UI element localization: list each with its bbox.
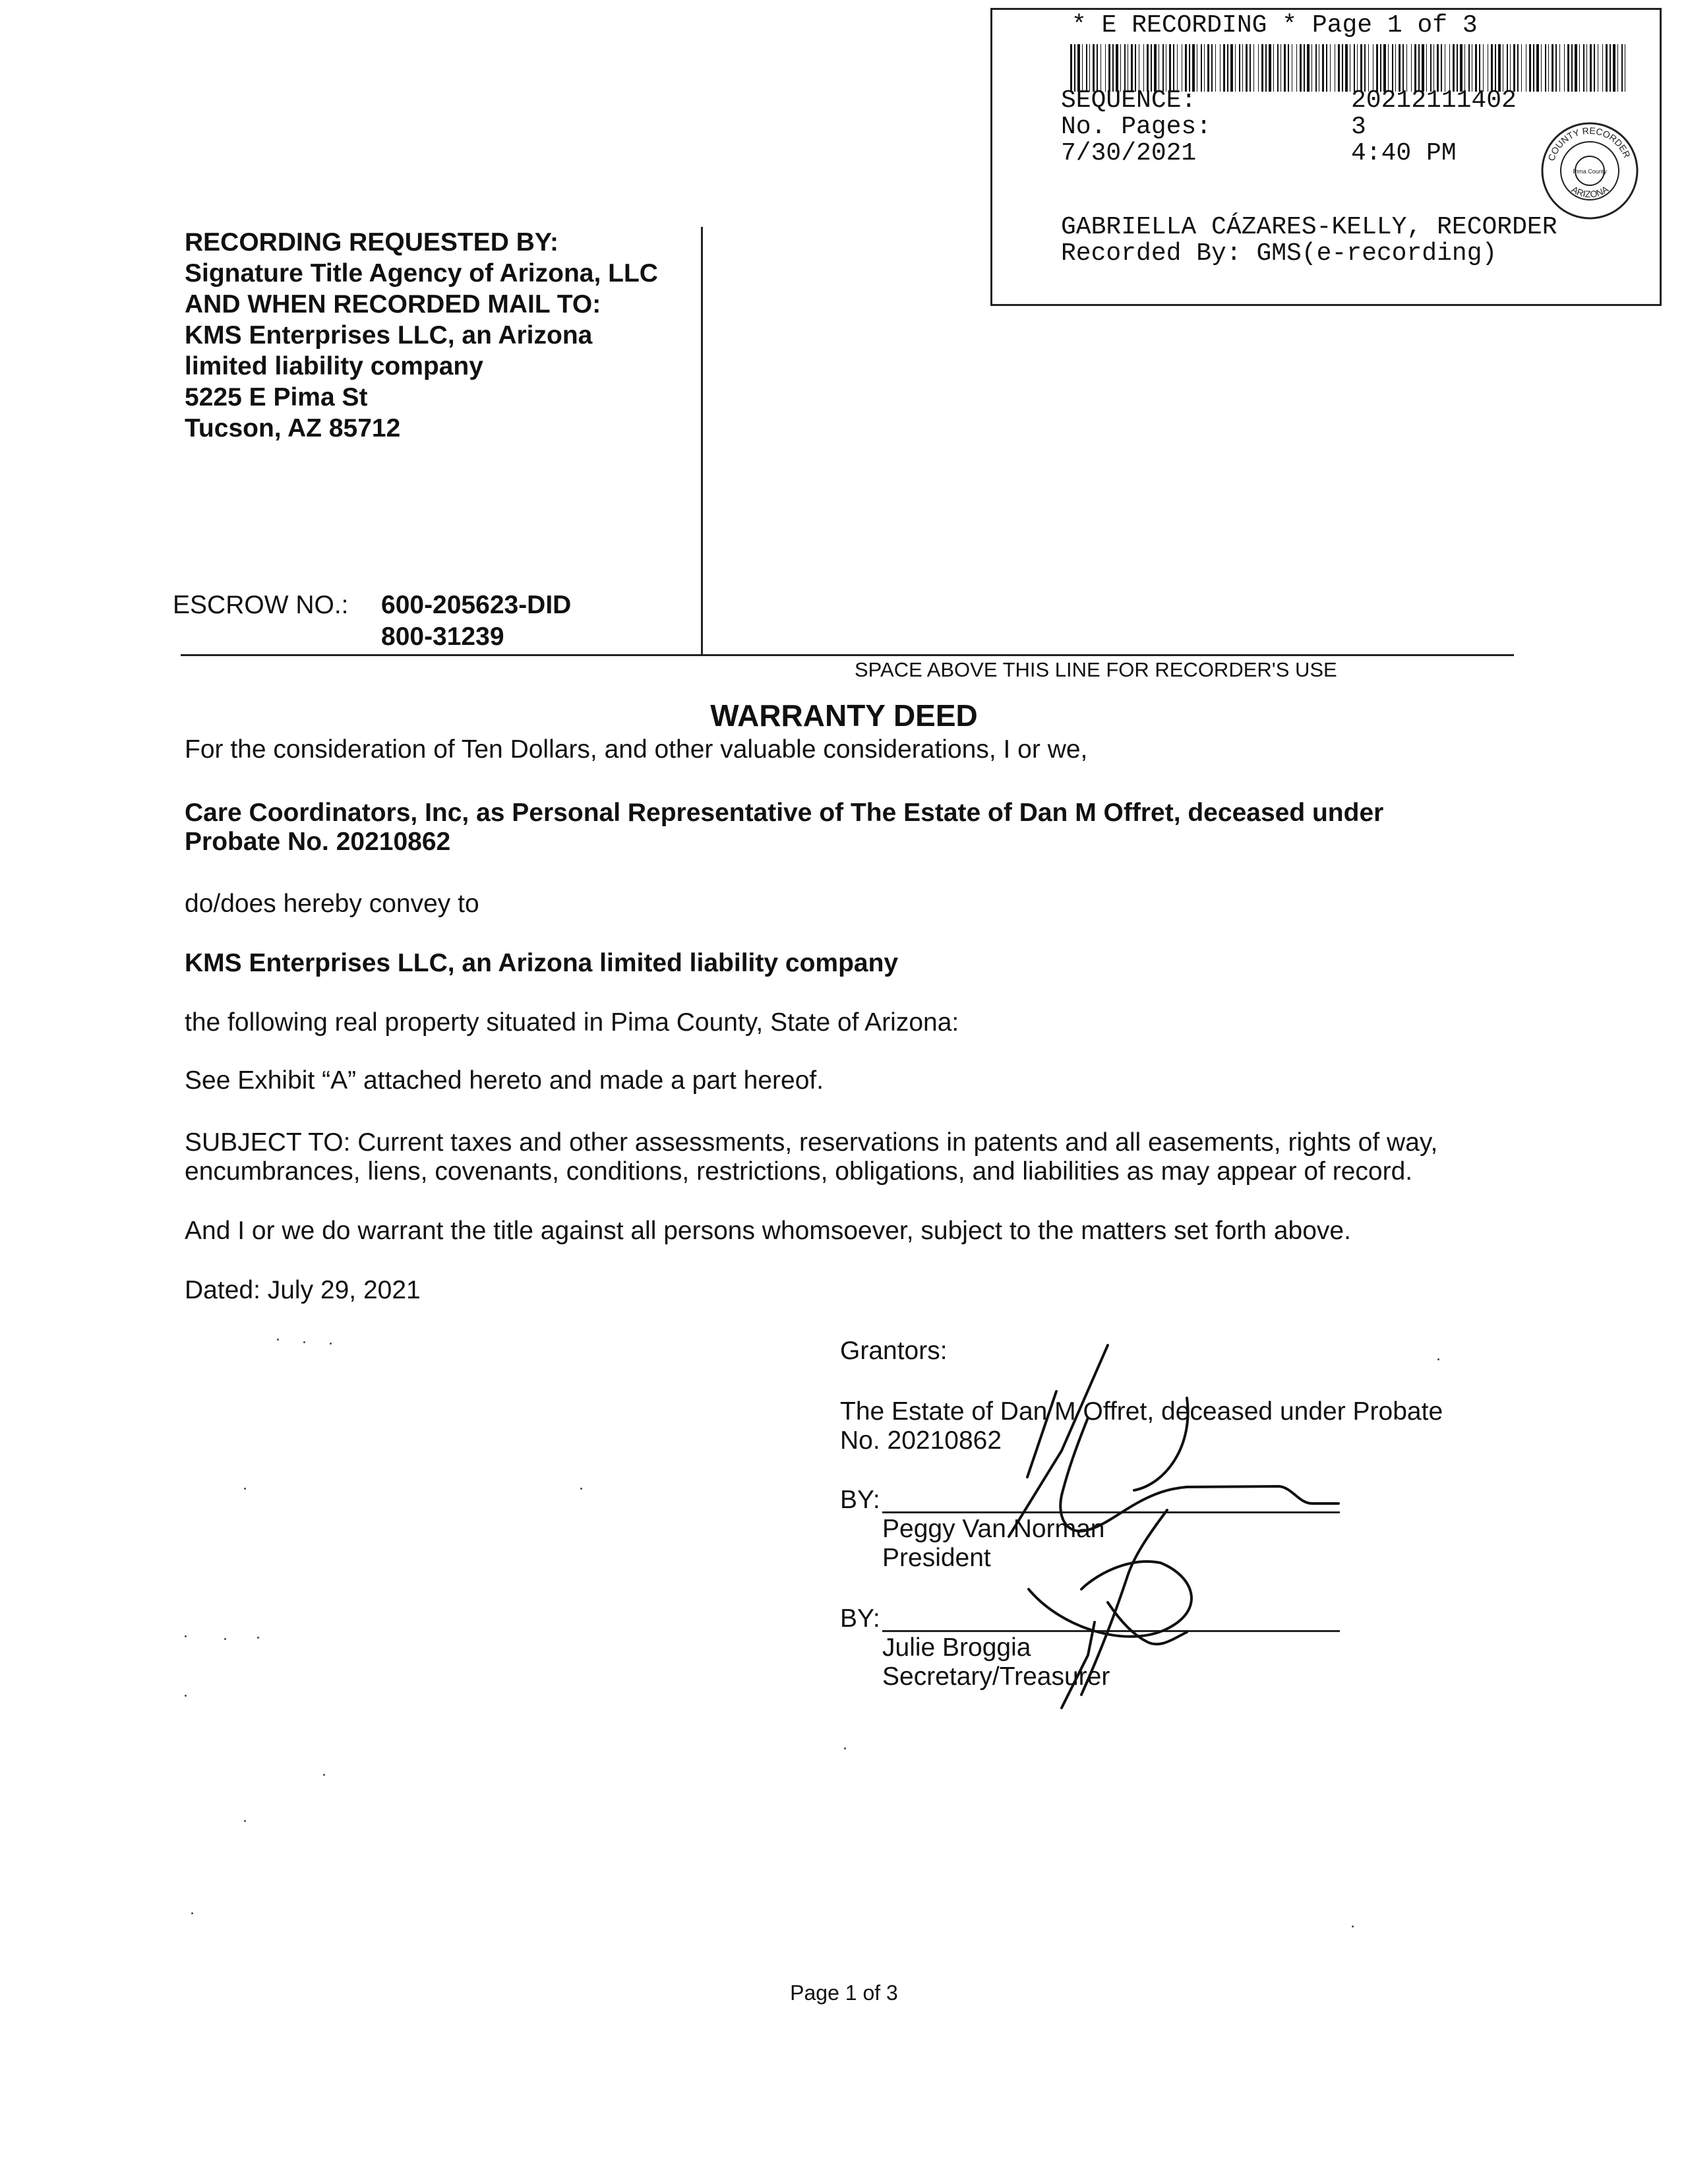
estate-line-2: No. 20210862 <box>840 1426 1002 1455</box>
barcode-bar <box>1449 44 1450 92</box>
barcode-bar <box>1564 44 1565 92</box>
vertical-divider <box>701 227 703 654</box>
property-text: the following real property situated in Pima County, State of Arizona: <box>185 1008 959 1037</box>
barcode-bar <box>1510 44 1511 92</box>
barcode-bar <box>1368 44 1369 92</box>
barcode-bar <box>1376 44 1378 92</box>
recording-line: Signature Title Agency of Arizona, LLC <box>185 259 658 288</box>
handwritten-signature <box>910 1339 1372 1721</box>
seal-text-bottom: ARIZONA <box>1569 183 1611 200</box>
barcode-bar <box>1330 44 1331 92</box>
barcode-bar <box>1468 44 1470 92</box>
space-above-note: SPACE ABOVE THIS LINE FOR RECORDER'S USE <box>855 658 1337 681</box>
consideration-text: For the consideration of Ten Dollars, and other valuable considerations, I or we, <box>185 735 1088 764</box>
barcode-bar <box>1074 44 1075 92</box>
barcode-bar <box>1555 44 1557 92</box>
barcode-bar <box>1265 44 1267 92</box>
escrow-label: ESCROW NO.: <box>173 591 349 619</box>
county-seal-icon <box>1540 121 1640 221</box>
recording-line: AND WHEN RECORDED MAIL TO: <box>185 290 601 318</box>
barcode-bar <box>1112 44 1114 92</box>
barcode-bar <box>1602 44 1603 92</box>
barcode-bar <box>1392 44 1393 92</box>
subject-to-line-2: encumbrances, liens, covenants, conditions, restrictions, obligations, and liabilities as may appear of record. <box>185 1157 1413 1186</box>
barcode-bar <box>1304 44 1305 92</box>
speck <box>844 1747 846 1749</box>
pages-label: No. Pages: <box>1061 113 1212 141</box>
seal-text-top: COUNTY RECORDER <box>1546 125 1633 163</box>
barcode-bar <box>1430 44 1432 92</box>
recording-line: KMS Enterprises LLC, an Arizona <box>185 321 593 349</box>
barcode-bar <box>1491 44 1493 92</box>
speck <box>224 1638 226 1640</box>
barcode-bar <box>1177 44 1178 92</box>
barcode-bar <box>1169 44 1171 92</box>
barcode-bar <box>1235 44 1236 92</box>
barcode-bar <box>1414 44 1416 92</box>
sequence-value: 20212111402 <box>1351 86 1517 115</box>
barcode-bar <box>1131 44 1133 92</box>
barcode-bar <box>1345 44 1348 92</box>
barcode-bar <box>1077 44 1080 92</box>
barcode-bar <box>1300 44 1302 92</box>
barcode-bar <box>1457 44 1458 92</box>
barcode-bar <box>1100 44 1101 92</box>
barcode-bar <box>1173 44 1174 92</box>
warrant-text: And I or we do warrant the title against all persons whomsoever, subject to the matters set forth above. <box>185 1217 1351 1245</box>
barcode-bar <box>1513 44 1515 92</box>
speck <box>580 1488 582 1490</box>
barcode-bar <box>1296 44 1297 92</box>
signer-1-name: Peggy Van Norman <box>882 1515 1105 1543</box>
barcode-bar <box>1284 44 1286 92</box>
barcode-bar <box>1093 44 1095 92</box>
barcode-bar <box>1124 44 1126 92</box>
recorded-by: Recorded By: GMS(e-recording) <box>1061 239 1497 268</box>
speck <box>244 1488 246 1490</box>
barcode-bar <box>1498 44 1501 92</box>
speck <box>191 1912 193 1914</box>
barcode-bar <box>1418 44 1420 92</box>
barcode-bar <box>1242 44 1243 92</box>
barcode-bar <box>1246 44 1248 92</box>
barcode-bar <box>1590 44 1592 92</box>
exhibit-text: See Exhibit “A” attached hereto and made a part hereof. <box>185 1066 824 1095</box>
barcode-bar <box>1610 44 1611 92</box>
barcode-bar <box>1406 44 1407 92</box>
speck <box>185 1695 187 1697</box>
barcode-bar <box>1116 44 1118 92</box>
barcode-bar <box>1105 44 1106 92</box>
barcode-bar <box>1483 44 1484 92</box>
barcode-bar <box>1495 44 1496 92</box>
convey-text: do/does hereby convey to <box>185 890 479 918</box>
barcode-bar <box>1354 44 1355 92</box>
dated-text: Dated: July 29, 2021 <box>185 1276 421 1304</box>
barcode-bar <box>1311 44 1312 92</box>
barcode-bar <box>1135 44 1136 92</box>
barcode-bar <box>1143 44 1144 92</box>
barcode-bar <box>1082 44 1083 92</box>
barcode-bar <box>1227 44 1228 92</box>
barcode-bar <box>1253 44 1254 92</box>
barcode-bar <box>1383 44 1386 92</box>
stamp-header: * E RECORDING * Page 1 of 3 <box>1071 11 1478 40</box>
barcode-bar <box>1258 44 1259 92</box>
barcode-bar <box>1326 44 1327 92</box>
recording-requested-block <box>185 227 658 444</box>
barcode-bar <box>1583 44 1584 92</box>
barcode-bar <box>1201 44 1202 92</box>
recorded-time: 4:40 PM <box>1351 139 1457 167</box>
barcode-bar <box>1223 44 1225 92</box>
barcode-bar <box>1220 44 1221 92</box>
grantors-label: Grantors: <box>840 1337 948 1365</box>
barcode-bar <box>1230 44 1233 92</box>
speck <box>244 1820 246 1822</box>
barcode-bar <box>1261 44 1263 92</box>
barcode-bar <box>1521 44 1522 92</box>
barcode-bar <box>1322 44 1324 92</box>
speck <box>1437 1358 1439 1360</box>
deed-title: WARRANTY DEED <box>710 698 978 733</box>
escrow-number-2: 800-31239 <box>381 622 504 651</box>
barcode-bar <box>1517 44 1519 92</box>
barcode-bar <box>1441 44 1442 92</box>
subject-to-line-1: SUBJECT TO: Current taxes and other assessments, reservations in patents and all easements, rights of way, <box>185 1128 1438 1157</box>
barcode-bar <box>1189 44 1190 92</box>
barcode-bar <box>1475 44 1477 92</box>
barcode-bar <box>1426 44 1427 92</box>
page-number: Page 1 of 3 <box>790 1981 898 2005</box>
barcode-bar <box>1089 44 1090 92</box>
speck <box>257 1637 259 1639</box>
barcode-bar <box>1070 44 1072 92</box>
barcode-bar <box>1192 44 1195 92</box>
barcode-bar <box>1207 44 1209 92</box>
barcode-bar <box>1154 44 1157 92</box>
barcode-bar <box>1360 44 1362 92</box>
speck <box>1352 1926 1354 1927</box>
barcode-bar <box>1460 44 1462 92</box>
barcode-bar <box>1552 44 1553 92</box>
barcode-bar <box>1559 44 1560 92</box>
recorder-stamp <box>990 8 1662 306</box>
barcode <box>1070 44 1625 92</box>
barcode-bar <box>1411 44 1412 92</box>
barcode-bar <box>1342 44 1343 92</box>
barcode-bar <box>1613 44 1615 92</box>
barcode-bar <box>1204 44 1205 92</box>
barcode-bar <box>1288 44 1289 92</box>
barcode-bar <box>1151 44 1152 92</box>
speck <box>330 1343 332 1345</box>
speck <box>277 1339 279 1341</box>
barcode-bar <box>1338 44 1340 92</box>
grantor-line-2: Probate No. 20210862 <box>185 828 451 856</box>
recording-line: RECORDING REQUESTED BY: <box>185 228 558 257</box>
barcode-bar <box>1541 44 1542 92</box>
sequence-label: SEQUENCE: <box>1061 86 1197 115</box>
recording-line: limited liability company <box>185 352 483 380</box>
barcode-bar <box>1567 44 1569 92</box>
barcode-bar <box>1621 44 1623 92</box>
barcode-bar <box>1586 44 1587 92</box>
escrow-number-1: 600-205623-DID <box>381 591 572 619</box>
barcode-bar <box>1545 44 1546 92</box>
barcode-bar <box>1536 44 1539 92</box>
speck <box>303 1341 305 1343</box>
barcode-bar <box>1571 44 1573 92</box>
barcode-bar <box>1315 44 1317 92</box>
barcode-bar <box>1479 44 1480 92</box>
barcode-bar <box>1399 44 1401 92</box>
by-label-1: BY: <box>840 1486 880 1514</box>
barcode-bar <box>1162 44 1164 92</box>
barcode-bar <box>1548 44 1549 92</box>
barcode-bar <box>1464 44 1465 92</box>
barcode-bar <box>1273 44 1274 92</box>
barcode-bar <box>1364 44 1366 92</box>
grantee-text: KMS Enterprises LLC, an Arizona limited liability company <box>185 949 899 977</box>
grantor-line-1: Care Coordinators, Inc, as Personal Representative of The Estate of Dan M Offret, deceased under <box>185 799 1384 827</box>
barcode-bar <box>1606 44 1608 92</box>
barcode-bar <box>1533 44 1534 92</box>
barcode-bar <box>1108 44 1110 92</box>
signer-2-title: Secretary/Treasurer <box>882 1662 1110 1691</box>
barcode-bar <box>1185 44 1187 92</box>
barcode-bar <box>1594 44 1595 92</box>
recorder-name: GABRIELLA CÁZARES-KELLY, RECORDER <box>1061 213 1557 241</box>
barcode-bar <box>1307 44 1310 92</box>
barcode-bar <box>1402 44 1404 92</box>
recorder-use-line <box>181 654 1514 656</box>
barcode-bar <box>1617 44 1618 92</box>
by-label-2: BY: <box>840 1604 880 1633</box>
barcode-bar <box>1277 44 1279 92</box>
barcode-bar <box>1269 44 1271 92</box>
barcode-bar <box>1575 44 1577 92</box>
barcode-bar <box>1097 44 1098 92</box>
barcode-bar <box>1453 44 1455 92</box>
estate-line-1: The Estate of Dan M Offret, deceased under Probate <box>840 1397 1443 1426</box>
barcode-bar <box>1395 44 1396 92</box>
barcode-bar <box>1239 44 1240 92</box>
recording-line: Tucson, AZ 85712 <box>185 414 401 442</box>
signer-2-name: Julie Broggia <box>882 1633 1031 1662</box>
barcode-bar <box>1120 44 1121 92</box>
signer-1-title: President <box>882 1544 991 1572</box>
barcode-bar <box>1211 44 1213 92</box>
barcode-bar <box>1380 44 1381 92</box>
recording-line: 5225 E Pima St <box>185 383 368 411</box>
barcode-bar <box>1215 44 1216 92</box>
barcode-bar <box>1437 44 1439 92</box>
barcode-bar <box>1086 44 1087 92</box>
barcode-bar <box>1422 44 1424 92</box>
barcode-bar <box>1147 44 1149 92</box>
barcode-bar <box>1529 44 1531 92</box>
barcode-bar <box>1250 44 1251 92</box>
barcode-bar <box>1433 44 1434 92</box>
barcode-bar <box>1507 44 1508 92</box>
speck <box>323 1774 325 1776</box>
barcode-bar <box>1579 44 1580 92</box>
speck <box>185 1635 187 1637</box>
recorded-date: 7/30/2021 <box>1061 139 1197 167</box>
barcode-bar <box>1388 44 1389 92</box>
seal-text-center: Pima County <box>1573 168 1607 175</box>
pages-value: 3 <box>1351 113 1366 141</box>
barcode-bar <box>1357 44 1358 92</box>
